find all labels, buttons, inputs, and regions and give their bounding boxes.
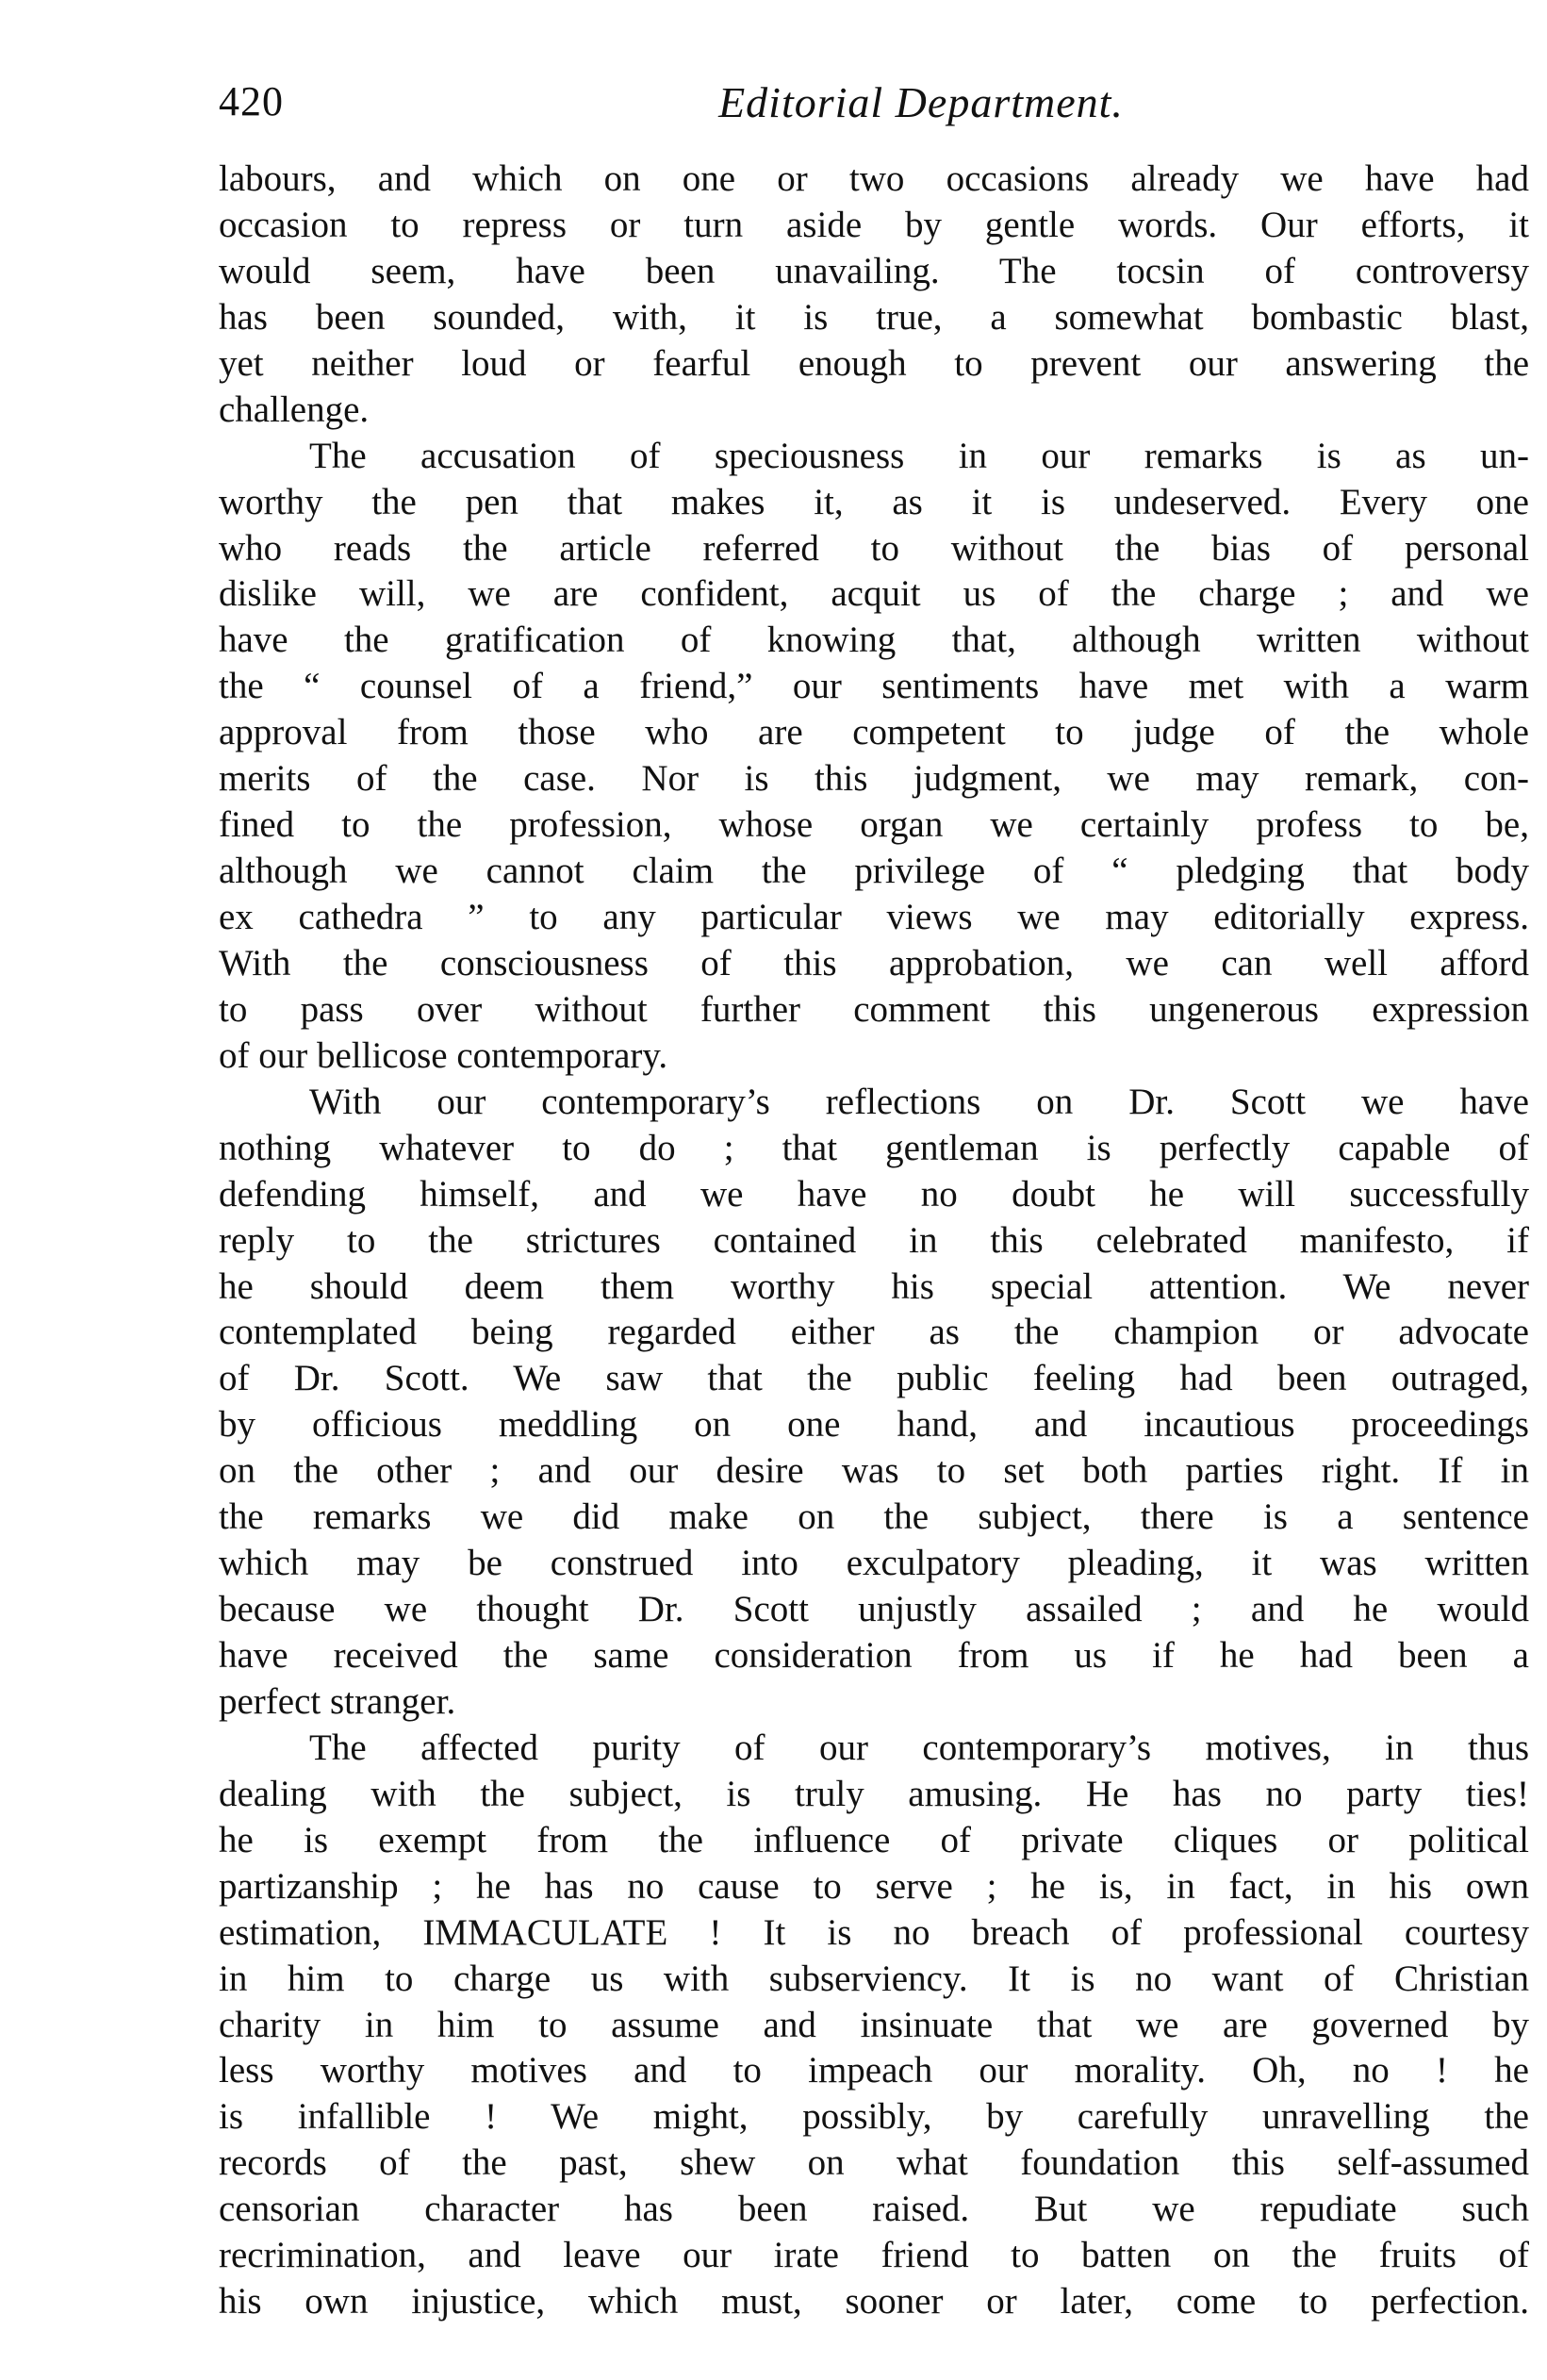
text-line [219,1310,1529,1356]
text-line-content: challenge. [219,388,370,430]
text-line [219,618,1529,664]
text-line-content: records of the past, shew on what foundation this self-assumed [219,2142,1529,2184]
text-line [219,987,1529,1033]
text-line-content: defending himself, and we have no doubt he will successfully [219,1173,1529,1215]
text-line-content: partizanship ; he has no cause to serve ; he is, in fact, in his own [219,1865,1529,1907]
text-line [219,2003,1529,2049]
text-line [219,756,1529,802]
text-line-content: The affected purity of our contemporary’s motives, in thus [309,1727,1529,1768]
text-line [219,802,1529,849]
text-line-content: would seem, have been unavailing. The tocsin of controversy [219,250,1529,291]
page-number: 420 [219,78,284,124]
text-line-content: worthy the pen that makes it, as it is undeserved. Every one [219,481,1529,522]
text-line [219,1495,1529,1541]
text-line-content: is infallible ! We might, possibly, by carefully unravelling the [219,2096,1529,2138]
text-line-content: his own injustice, which must, sooner or later, come to perfection. [219,2281,1529,2322]
text-line-content: has been sounded, with, it is true, a somewhat bombastic blast, [219,296,1529,338]
text-line [219,1402,1529,1448]
text-line [219,2187,1529,2233]
text-line-content: he is exempt from the influence of private cliques or political [219,1819,1529,1860]
text-line-content: yet neither loud or fearful enough to prevent our answering the [219,342,1529,384]
text-line-content: charity in him to assume and insinuate that we are governed by [219,2004,1529,2045]
text-line-content: dislike will, we are confident, acquit us of the charge ; and we [219,573,1529,615]
text-line [219,1218,1529,1264]
text-line [219,664,1529,710]
text-line-content: approval from those who are competent to judge of the whole [219,712,1529,753]
text-line [219,1633,1529,1679]
text-line-content: the remarks we did make on the subject, there is a sentence [219,1496,1529,1538]
text-line [219,1541,1529,1587]
text-line [219,526,1529,572]
text-line-content: reply to the strictures contained in this celebrated manifesto, if [219,1219,1529,1261]
text-line-content: merits of the case. Nor is this judgment, we may remark, con- [219,758,1529,800]
text-line [219,1864,1529,1910]
text-line [219,2233,1529,2279]
text-line [219,2048,1529,2094]
text-line-content: nothing whatever to do ; that gentleman is perfectly capable of [219,1127,1529,1168]
text-line [219,203,1529,249]
text-line [219,1033,1529,1080]
text-line-content: the “ counsel of a friend,” our sentiments have met with a warm [219,666,1529,707]
text-line [219,1448,1529,1495]
text-line [219,571,1529,618]
body-text [219,157,1529,2325]
text-line-content: because we thought Dr. Scott unjustly assailed ; and he would [219,1589,1529,1630]
text-line [219,2279,1529,2325]
running-title: Editorial Department. [718,78,1124,126]
text-line [219,1587,1529,1633]
text-line [219,434,1529,480]
text-line [219,249,1529,295]
text-line [219,1910,1529,1957]
text-line [219,1264,1529,1311]
text-line [219,1818,1529,1864]
text-line [219,388,1529,434]
text-line [219,480,1529,526]
text-line [219,157,1529,203]
running-head [219,77,1529,134]
text-line-content: in him to charge us with subserviency. It is no want of Christian [219,1958,1529,1999]
text-line-content: contemplated being regarded either as the champion or advocate [219,1312,1529,1353]
text-line-content: labours, and which on one or two occasions already we have had [219,158,1529,199]
text-line-content: censorian character has been raised. But we repudiate such [219,2189,1529,2230]
text-line-content: dealing with the subject, is truly amusing. He has no party ties! [219,1773,1529,1814]
text-line-content: estimation, IMMACULATE ! It is no breach of professional courtesy [219,1911,1529,1953]
text-line [219,1126,1529,1172]
text-line [219,1957,1529,2003]
text-line-content: perfect stranger. [219,1680,456,1722]
text-line [219,1726,1529,1772]
text-line-content: have the gratification of knowing that, although written without [219,620,1529,661]
text-line-content: of our bellicose contemporary. [219,1034,668,1076]
text-line [219,710,1529,756]
text-line [219,1172,1529,1218]
text-line [219,849,1529,895]
text-line-content: occasion to repress or turn aside by gentle words. Our efforts, it [219,204,1529,245]
text-line-content: which may be construed into exculpatory pleading, it was written [219,1543,1529,1584]
text-line-content: fined to the profession, whose organ we certainly profess to be, [219,804,1529,846]
text-line-content: ex cathedra ” to any particular views we may editorially express. [219,897,1529,937]
text-line-content: he should deem them worthy his special attention. We never [219,1265,1529,1307]
text-line-content: by officious meddling on one hand, and incautious proceedings [219,1404,1529,1446]
text-line [219,2094,1529,2140]
text-line [219,2140,1529,2187]
text-line-content: less worthy motives and to impeach our morality. Oh, no ! he [219,2050,1529,2091]
text-line-content: The accusation of speciousness in our remarks is as un- [309,435,1529,476]
text-line [219,341,1529,388]
text-line-content: of Dr. Scott. We saw that the public feeling had been outraged, [219,1358,1529,1399]
text-line [219,295,1529,341]
text-line-content: who reads the article referred to without the bias of personal [219,527,1529,569]
text-line-content: With the consciousness of this approbation, we can well afford [219,942,1529,983]
text-line-content: recrimination, and leave our irate friend to batten on the fruits of [219,2235,1529,2276]
text-line [219,1772,1529,1818]
text-line [219,895,1529,941]
text-line-content: on the other ; and our desire was to set both parties right. If in [219,1450,1529,1492]
text-line-content: although we cannot claim the privilege of “ pledging that body [219,851,1529,892]
text-line [219,1356,1529,1402]
text-line [219,1679,1529,1726]
text-line [219,941,1529,987]
text-line-content: With our contemporary’s reflections on Dr. Scott we have [309,1081,1529,1122]
text-line-content: have received the same consideration from us if he had been a [219,1635,1529,1676]
text-line [219,1080,1529,1126]
text-line-content: to pass over without further comment this ungenerous expression [219,988,1529,1030]
